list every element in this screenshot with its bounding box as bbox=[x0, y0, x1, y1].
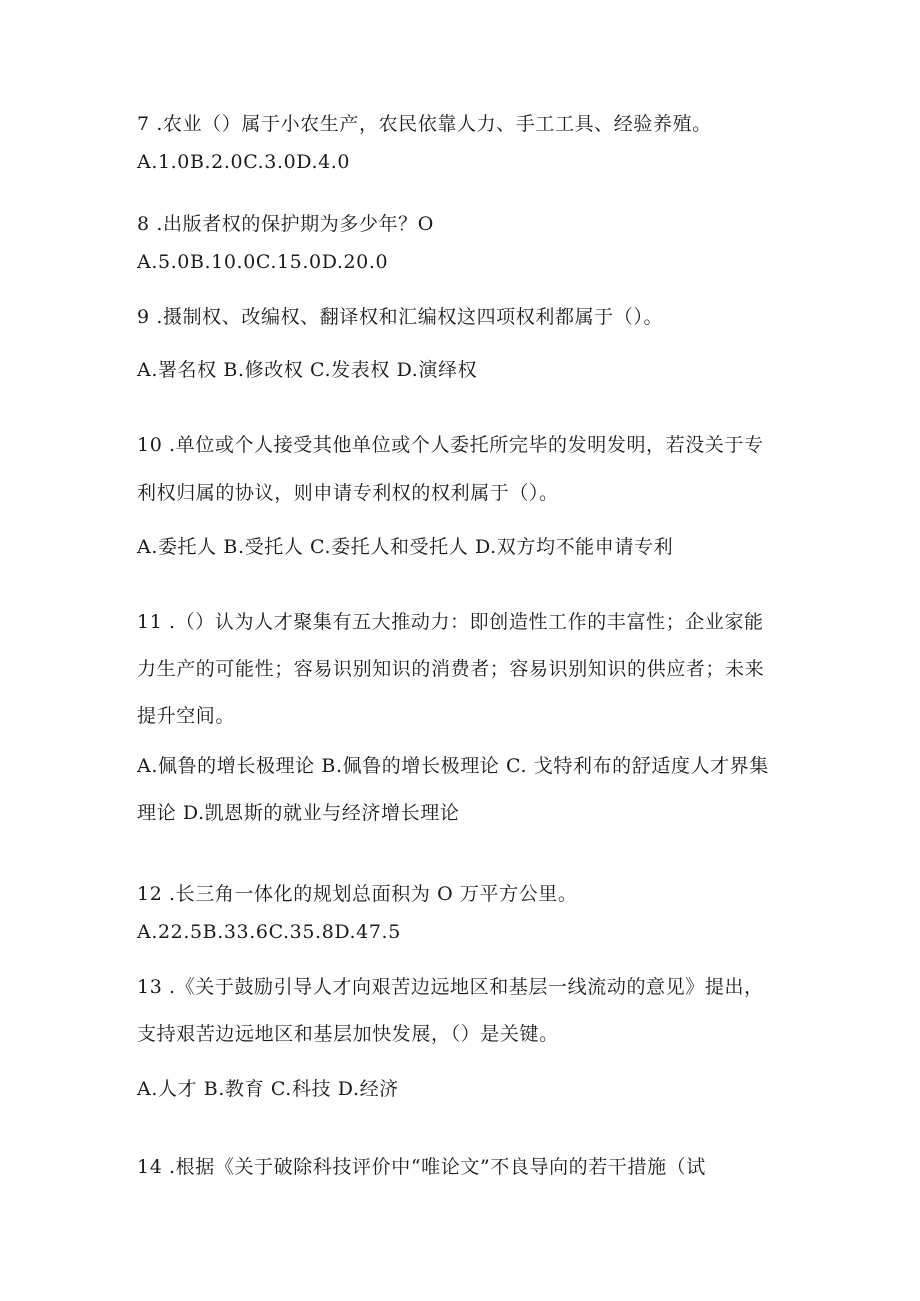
question-9-stem: 9 .摄制权、改编权、翻译权和汇编权这四项权利都属于（）。 bbox=[137, 306, 664, 328]
question-10-options: A.委托人 B.受托人 C.委托人和受托人 D.双方均不能申请专利 bbox=[137, 536, 674, 558]
question-11-stem-line-2: 力生产的可能性；容易识别知识的消费者；容易识别知识的供应者；未来 bbox=[137, 658, 765, 680]
question-7-options: A.1.0B.2.0C.3.0D.4.0 bbox=[137, 151, 351, 173]
question-11-stem-line-3: 提升空间。 bbox=[137, 705, 236, 727]
question-11-options-line-1: A.佩鲁的增长极理论 B.佩鲁的增长极理论 C. 戈特利布的舒适度人才界集 bbox=[137, 755, 769, 777]
question-12-stem: 12 .长三角一体化的规划总面积为 O 万平方公里。 bbox=[137, 883, 578, 905]
question-8-stem: 8 .出版者权的保护期为多少年？O bbox=[137, 213, 434, 235]
question-9-options: A.署名权 B.修改权 C.发表权 D.演绎权 bbox=[137, 359, 478, 381]
question-11-options-line-2: 理论 D.凯恩斯的就业与经济增长理论 bbox=[137, 802, 460, 824]
question-13-stem-line-2: 支持艰苦边远地区和基层加快发展，（）是关键。 bbox=[137, 1023, 559, 1045]
question-13-stem-line-1: 13 .《关于鼓励引导人才向艰苦边远地区和基层一线流动的意见》提出， bbox=[137, 976, 764, 998]
question-10-stem-line-2: 利权归属的协议，则申请专利权的权利属于（）。 bbox=[137, 482, 559, 504]
question-14-stem: 14 .根据《关于破除科技评价中“唯论文”不良导向的若干措施（试 bbox=[137, 1156, 706, 1178]
question-8-options: A.5.0B.10.0C.15.0D.20.0 bbox=[137, 251, 389, 273]
question-11-stem-line-1: 11 .（）认为人才聚集有五大推动力：即创造性工作的丰富性；企业家能 bbox=[137, 611, 764, 633]
question-10-stem-line-1: 10 .单位或个人接受其他单位或个人委托所完毕的发明发明，若没关于专 bbox=[137, 434, 764, 456]
question-12-options: A.22.5B.33.6C.35.8D.47.5 bbox=[137, 921, 401, 943]
question-7-stem: 7 .农业（）属于小农生产，农民依靠人力、手工工具、经验养殖。 bbox=[137, 113, 712, 135]
question-13-options: A.人才 B.教育 C.科技 D.经济 bbox=[137, 1078, 399, 1100]
